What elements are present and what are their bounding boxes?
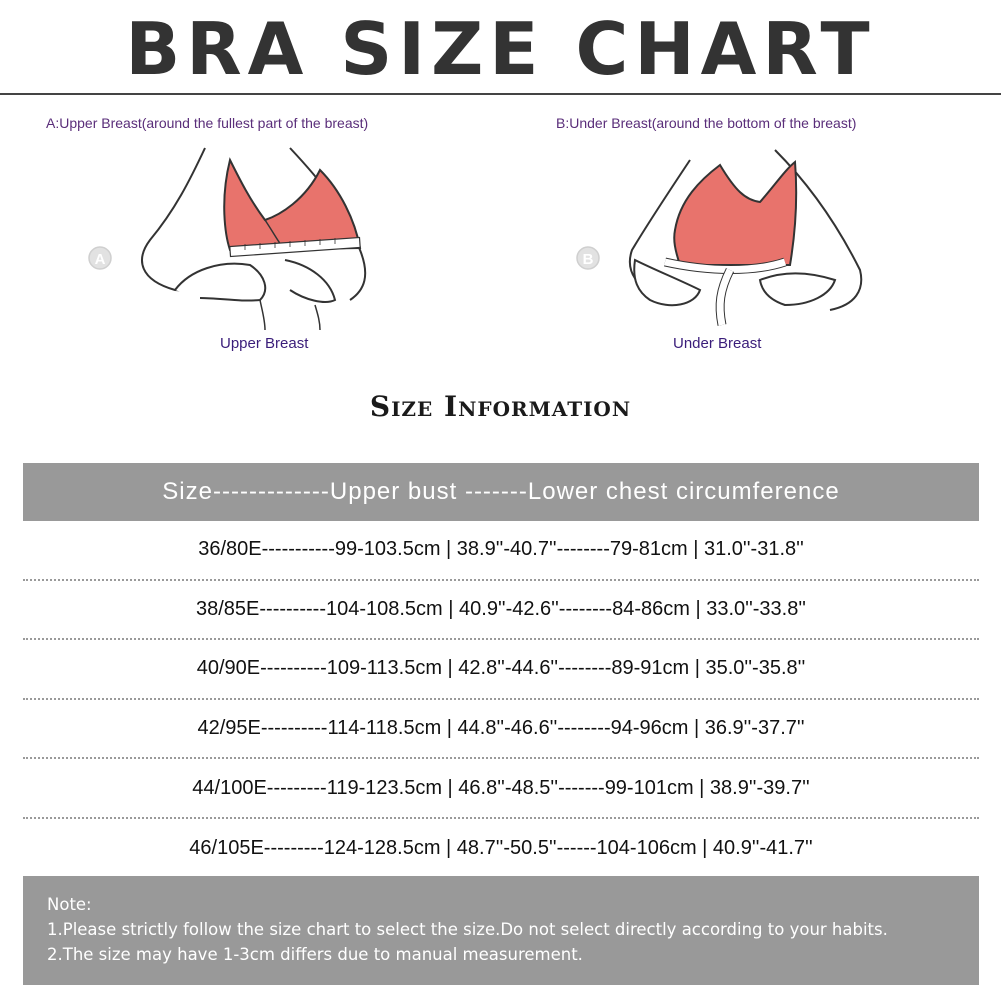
note-line-2: 2.The size may have 1-3cm differs due to manual measurement. bbox=[47, 945, 583, 964]
size-row: 46/105E---------124-128.5cm | 48.7''-50.5''------104-106cm | 40.9''-41.7'' bbox=[189, 837, 813, 860]
upper-breast-caption: A:Upper Breast(around the fullest part of the breast) bbox=[46, 115, 369, 131]
size-row: 40/90E----------109-113.5cm | 42.8''-44.6''--------89-91cm | 35.0''-35.8'' bbox=[23, 640, 979, 700]
under-breast-label: Under Breast bbox=[673, 335, 762, 352]
marker-b-text: B bbox=[582, 251, 594, 268]
size-information-heading: Size Information bbox=[369, 390, 632, 423]
size-row: 42/95E----------114-118.5cm | 44.8''-46.6''--------94-96cm | 36.9''-37.7'' bbox=[23, 700, 979, 760]
size-row: 44/100E---------119-123.5cm | 46.8''-48.5''-------99-101cm | 38.9''-39.7'' bbox=[23, 759, 979, 819]
size-row: 38/85E----------104-108.5cm | 40.9''-42.6''--------84-86cm | 33.0''-33.8'' bbox=[23, 581, 979, 641]
marker-a-text: A bbox=[94, 251, 106, 268]
under-breast-caption: B:Under Breast(around the bottom of the breast) bbox=[556, 115, 857, 131]
title-divider bbox=[0, 93, 1001, 95]
note-box bbox=[23, 876, 979, 985]
under-breast-illustration bbox=[570, 140, 890, 330]
upper-breast-label: Upper Breast bbox=[220, 335, 309, 352]
note-line-1: 1.Please strictly follow the size chart to select the size.Do not select directly according to your habits. bbox=[47, 920, 888, 939]
note-heading: Note: bbox=[47, 895, 92, 914]
size-row: 36/80E-----------99-103.5cm | 38.9''-40.7''--------79-81cm | 31.0''-31.8'' bbox=[23, 521, 979, 581]
page-title: BRA SIZE CHART bbox=[125, 7, 876, 91]
size-table-header: Size-------------Upper bust -------Lower chest circumference bbox=[23, 463, 979, 521]
size-table bbox=[23, 521, 979, 879]
upper-breast-illustration bbox=[80, 140, 400, 330]
